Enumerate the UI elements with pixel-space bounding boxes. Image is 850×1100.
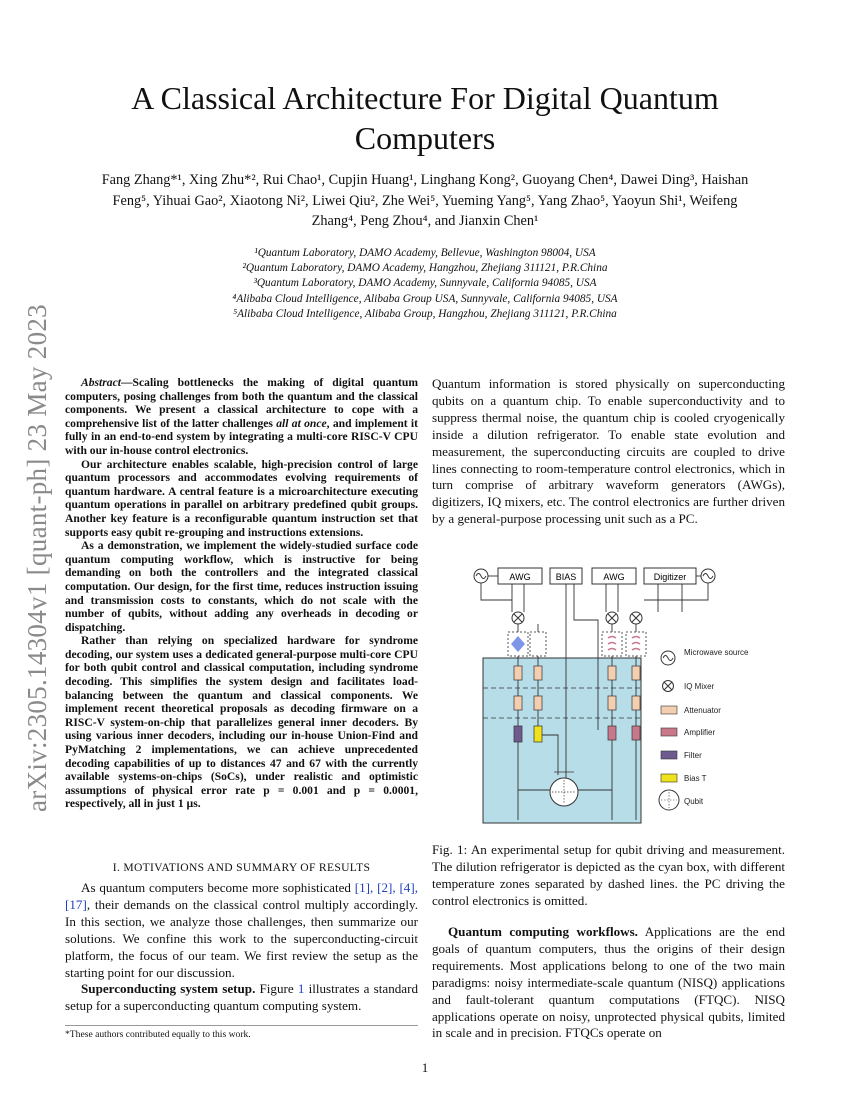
affiliation: ³Quantum Laboratory, DAMO Academy, Sunnyvale, California 94085, USA [253, 277, 597, 290]
abstract-paragraph: Rather than relying on specialized hardware for syndrome decoding, our system uses a dedicated general-purpose multi-core CPU for both qubit control and classical computation, including syndrome decoding. This simplifies the system design and facilitates load-balancing between the quantum and classical components. We implement recent theoretical proposals as decoding firmware on a RISC-V system-on-chip that parallelizes general inner decoders. By using various inner decoders, including our in-house Union-Find and PyMatching 2 implementations, we can achieve unprecedented decoding capabilities of up to distances 47 and 67 with the currently available systems-on-chips (SoCs), under realistic and optimistic assumptions of physical error rate p = 0.001 and p = 0.0001, respectively, all in just 1 µs. [65, 634, 418, 811]
filter [514, 726, 522, 742]
bias-t-swatch [661, 774, 677, 782]
iq-mixer-icon [512, 612, 642, 624]
awg-label: AWG [603, 572, 625, 582]
footnote: *These authors contributed equally to this work. [65, 1025, 418, 1040]
abstract-paragraph: As a demonstration, we implement the widely-studied surface code quantum computing workflow, which is instructive for being demanding on both the controllers and the integrated classical computation. Our design, for the first time, reduces instruction issuing and transmission costs to constants, which do not scale with the number of qubits, without adding any overheads in decoding or dispatching. [65, 539, 418, 634]
body-text: Applications are the end goals of quantum computers, thus the origins of their design requirements. Most applications belong to one of the two main paradigms: noisy intermediate-scale quantum (NISQ) applications and fault-tolerant quantum computations (FTQC). NISQ applications operate on noisy, unprotected physical qubits, limited in scale and in precision. FTQCs operate on [432, 924, 785, 1041]
body-text: Quantum information is stored physically on superconducting qubits on a quantum chip. To enable superconductivity and to suppress thermal noise, the quantum chip is cooled cryogenically inside a dilution refrigerator. To enable state evolution and measurement, the superconducting circuits are coupled to drive lines connecting to room-temperature control electronics, which in turn comprise of arbitrary waveform generators (AWGs), digitizers, IQ mixers, etc. The control electronics are further driven by a general-purpose processing unit such as a PC. [432, 376, 785, 527]
awg-label: AWG [509, 572, 531, 582]
affiliation: ¹Quantum Laboratory, DAMO Academy, Bellevue, Washington 98004, USA [254, 247, 596, 259]
legend-label: Attenuator [684, 706, 721, 715]
digitizer-label: Digitizer [653, 572, 687, 582]
body-text: Figure [255, 981, 298, 997]
legend-label: Filter [684, 751, 702, 760]
abstract-label: Abstract [81, 376, 121, 389]
legend-label: Microwave source [684, 648, 749, 657]
section-body [65, 880, 418, 1015]
workflow-paragraph [432, 924, 785, 1042]
legend-label: Bias T [684, 774, 707, 783]
legend-label: Amplifier [684, 728, 716, 737]
legend-label: Qubit [684, 797, 704, 806]
citation-link[interactable]: [1], [2], [4], [17] [65, 880, 418, 912]
attenuator-swatch [661, 706, 677, 714]
figure-caption: Fig. 1: An experimental setup for qubit driving and measurement. The dilution refrigerator is depicted as the cyan box, with different temperature zones separated by dashed lines. the PC driving the control electronics is omitted. [432, 842, 785, 908]
body-text: , their demands on the classical control multiply accordingly. In this section, we analyze those challenges, then summarize our solutions. We confine this work to the superconducting-circuit platform, the focus of our team. We first review the setup as the starting point for our discussion. [65, 896, 418, 980]
author-list [58, 170, 792, 232]
paragraph-heading: Quantum computing workflows. [448, 924, 638, 939]
affiliation: ⁵Alibaba Cloud Intelligence, Alibaba Group, Hangzhou, Zhejiang 311121, P.R.China [233, 307, 617, 320]
affiliation: ²Quantum Laboratory, DAMO Academy, Hangzhou, Zhejiang 311121, P.R.China [242, 262, 608, 275]
bias-label: BIAS [555, 572, 577, 582]
page-title: A Classical Architecture For Digital Quantum Computers [131, 80, 719, 156]
abstract-paragraph: Our architecture enables scalable, high-precision control of large quantum processors and accommodates evolving requirements of quantum hardware. A central feature is a microarchitecture executing quantum operations in parallel on arbitrary predefined qubit groups. Another key feature is a reconfigurable quantum instruction set that supports easy qubit re-grouping and instructions extensions. [65, 457, 418, 539]
affiliations [100, 246, 750, 322]
author-line: Fang Zhang*¹, Xing Zhu*², Rui Chao¹, Cupjin Huang¹, Linghang Kong², Guoyang Chen⁴, Dawei Ding³, Haishan [101, 172, 749, 188]
page-number: 1 [421, 1060, 429, 1075]
intro-paragraph [432, 376, 785, 528]
arxiv-stamp: arXiv:2305.14304v1 [quant-ph] 23 May 2023 [22, 304, 52, 812]
body-text: illustrates a standard setup for a superconducting quantum computing system. [65, 981, 419, 1014]
abstract-paragraph: —Scaling bottlenecks the making of digital quantum computers, posing challenges from both the quantum and the classical components. We present a classical architecture to cope with a comprehensive list of the latter challenges all at once, and implement it fully in an end-to-end system by integrating a multi-core RISC-V CPU with our in-house control electronics. [65, 376, 418, 457]
abstract [65, 376, 418, 811]
affiliation: ⁴Alibaba Cloud Intelligence, Alibaba Group USA, Sunnyvale, California 94085, USA [232, 292, 618, 305]
body-text: As quantum computers become more sophisticated [81, 880, 355, 895]
legend-label: IQ Mixer [684, 682, 715, 691]
bias-t [534, 726, 542, 742]
author-line: Feng⁵, Yihuai Gao², Xiaotong Ni², Liwei Qiu², Zhe Wei⁵, Yueming Yang⁵, Yang Zhao⁵, Yaoyun Shi¹, Weifeng [112, 192, 738, 209]
author-line: Zhang⁴, Peng Zhou⁴, and Jianxin Chen¹ [311, 213, 539, 229]
figure-ref-link[interactable]: 1 [297, 981, 305, 997]
setup-figure [468, 560, 768, 825]
amplifier-swatch [661, 728, 677, 736]
section-heading: I. MOTIVATIONS AND SUMMARY OF RESULTS [112, 861, 371, 874]
filter-swatch [661, 751, 677, 759]
paragraph-heading: Superconducting system setup. [81, 981, 256, 997]
